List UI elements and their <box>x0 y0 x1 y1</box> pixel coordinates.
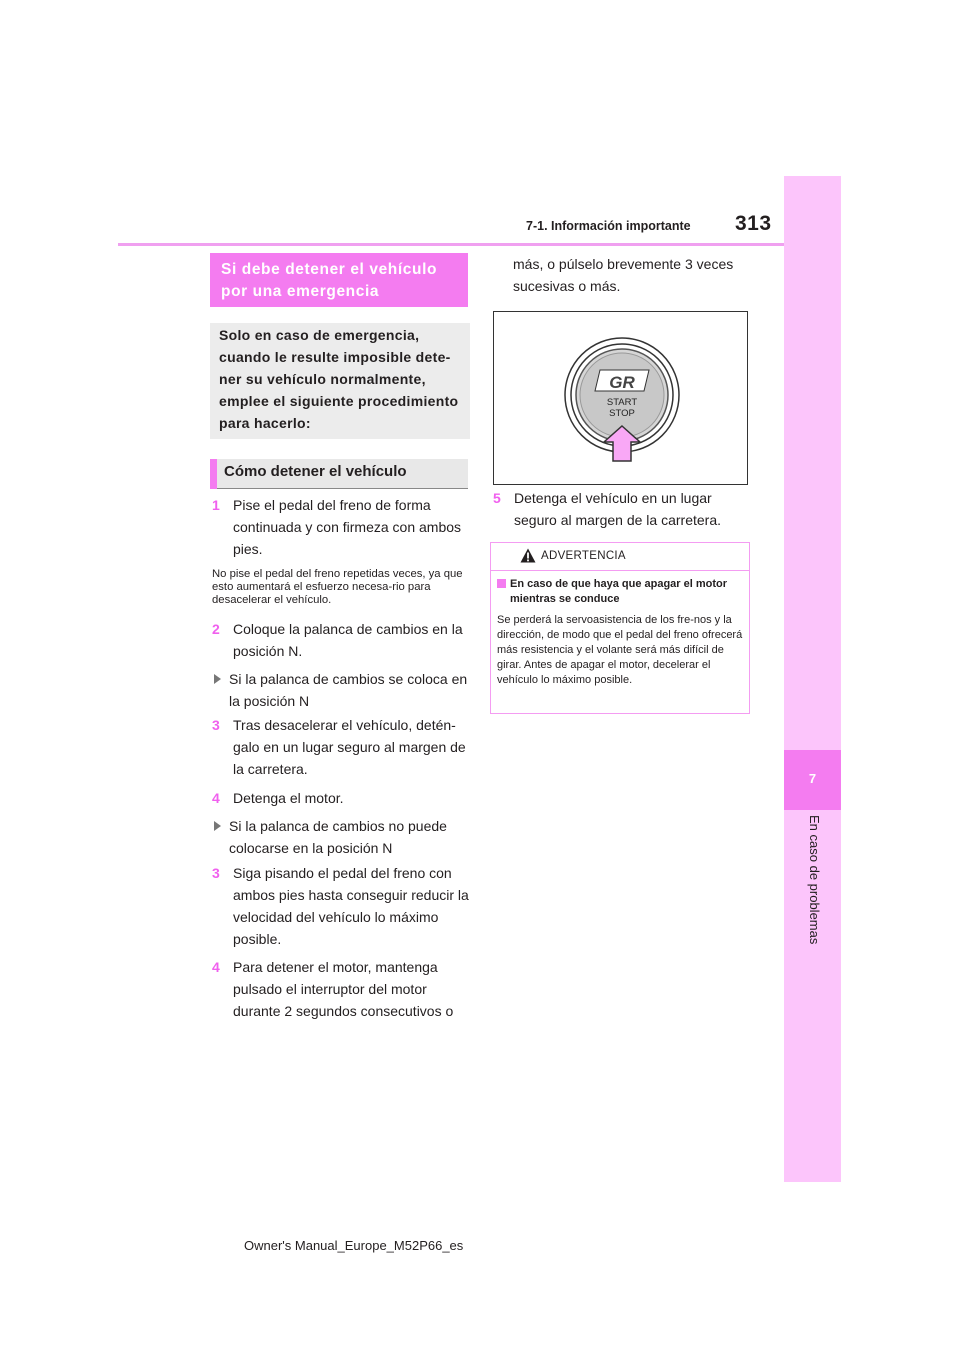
step-number: 4 <box>212 959 220 975</box>
step-4a <box>212 787 474 809</box>
chapter-number: 7 <box>808 771 817 786</box>
warning-subtitle: En caso de que haya que apagar el motor mientras se conduce <box>510 578 728 605</box>
subheading: Cómo detener el vehículo <box>224 463 407 480</box>
case-2 <box>212 815 474 859</box>
step-number: 3 <box>212 865 220 881</box>
header-rule <box>118 243 784 246</box>
step-5 <box>493 487 755 531</box>
step-number: 1 <box>212 497 220 513</box>
intro-text: Solo en caso de emergencia, cuando le resulte imposible dete-ner su vehículo normalmente, emplee el siguiente procedimiento para hacerlo: <box>219 327 459 431</box>
warning-triangle-icon <box>520 548 536 563</box>
step-text: Pise el pedal del freno de forma continuada y con firmeza con ambos pies. <box>233 497 462 557</box>
warning-body: Se perderá la servoasistencia de los fre-nos y la dirección, de modo que el pedal del freno ofrecerá más resistencia y el volante será más difícil de girar. Antes de apagar el motor, decelerar el vehículo lo máximo posible. <box>497 614 743 686</box>
step-4b <box>212 956 474 1022</box>
stop-label: STOP <box>609 408 635 419</box>
note-1: No pise el pedal del freno repetidas veces, ya que esto aumentará el esfuerzo necesa-rio para desacelerar el vehículo. <box>212 568 463 606</box>
chapter-title <box>806 815 822 965</box>
step-text: Para detener el motor, mantenga pulsado el interruptor del motor durante 2 segundos consecutivos o <box>233 959 454 1019</box>
start-label: START <box>606 397 638 408</box>
warning-bullet-icon <box>497 579 506 588</box>
case-text: Si la palanca de cambios no puede colocarse en la posición N <box>229 818 447 856</box>
step-number: 5 <box>493 490 501 506</box>
footer: Owner's Manual_Europe_M52P66_es <box>244 1238 464 1253</box>
start-stop-button-icon <box>494 312 747 484</box>
step-text: Coloque la palanca de cambios en la posición N. <box>233 621 463 659</box>
section-label: 7-1. Información importante <box>526 219 691 233</box>
warning-title: ADVERTENCIA <box>541 550 626 562</box>
step-1 <box>212 494 474 560</box>
start-stop-figure <box>493 311 748 485</box>
step-number: 3 <box>212 717 220 733</box>
step-3a <box>212 714 474 780</box>
section-heading: Si debe detener el vehículo por una emergencia <box>221 261 438 300</box>
step-text: Detenga el motor. <box>233 790 344 806</box>
step-2 <box>212 618 474 662</box>
continuation-text: más, o púlselo brevemente 3 veces sucesivas o más. <box>513 256 734 294</box>
bullet-triangle-icon <box>214 821 221 831</box>
step-number: 2 <box>212 621 220 637</box>
case-1 <box>212 668 474 712</box>
step-text: Siga pisando el pedal del freno con ambos pies hasta conseguir reducir la velocidad del vehículo lo máximo posible. <box>233 865 469 947</box>
side-strip <box>784 176 841 1182</box>
chapter-title-text: En caso de problemas <box>807 815 822 945</box>
gr-logo: GR <box>609 373 635 392</box>
case-text: Si la palanca de cambios se coloca en la posición N <box>229 671 468 709</box>
bullet-triangle-icon <box>214 674 221 684</box>
step-text: Tras desacelerar el vehículo, detén-galo en un lugar seguro al margen de la carretera. <box>233 717 466 777</box>
step-number: 4 <box>212 790 220 806</box>
page-number: 313 <box>735 212 772 235</box>
subheading-accent <box>210 459 217 489</box>
step-3b <box>212 862 474 950</box>
step-text: Detenga el vehículo en un lugar seguro al margen de la carretera. <box>514 490 721 528</box>
